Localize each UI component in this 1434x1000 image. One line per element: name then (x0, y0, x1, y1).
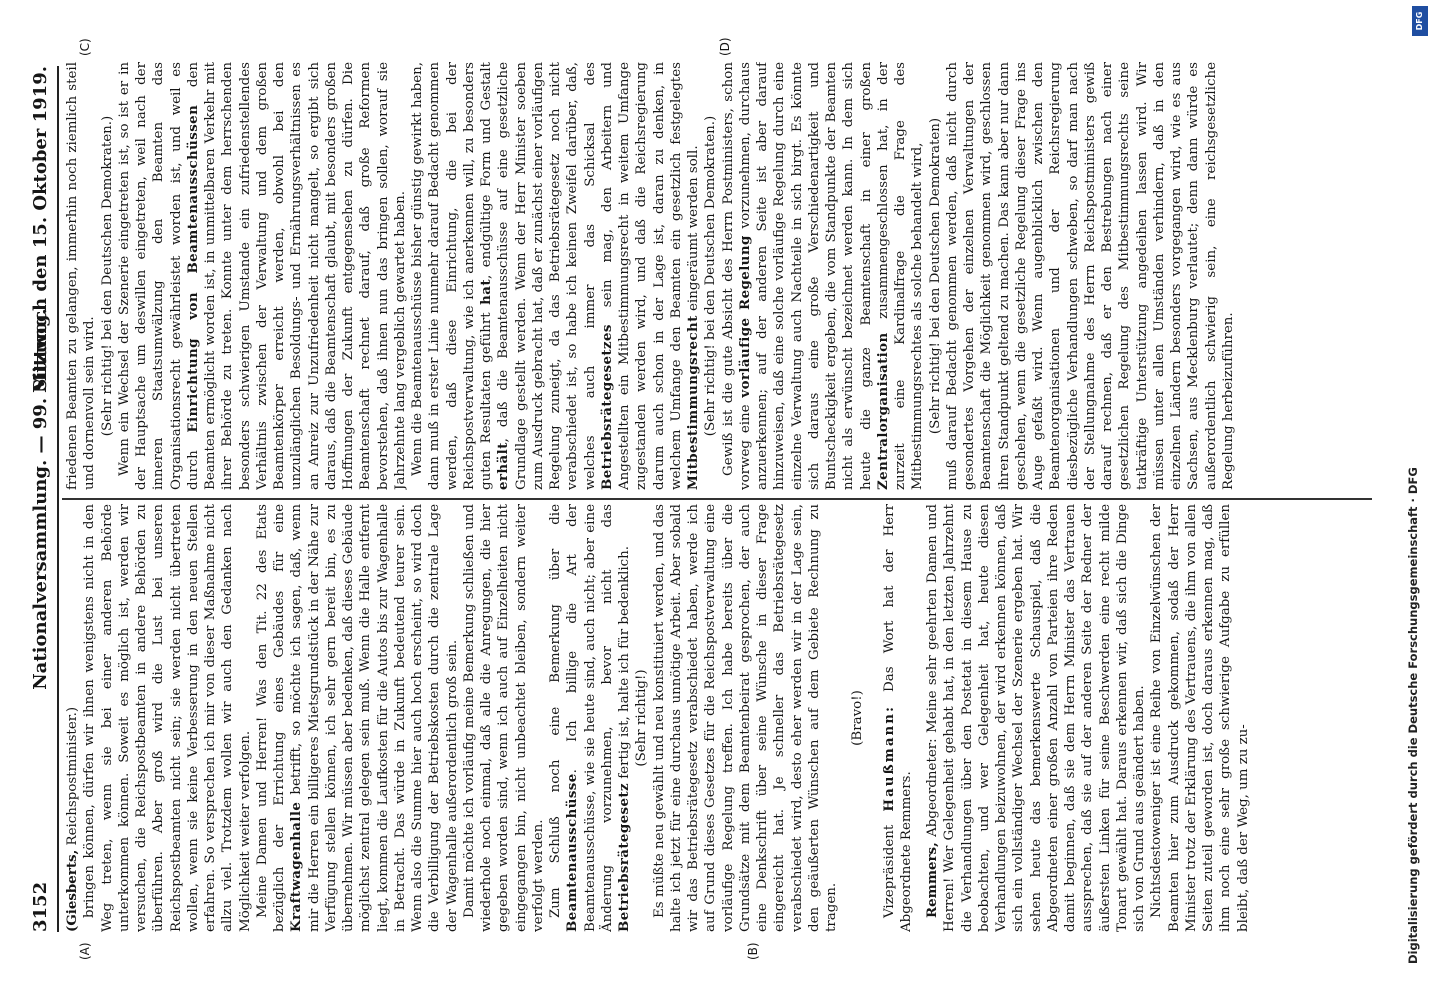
emphasis: Einrichtung von Beamtenausschüssen (184, 104, 201, 433)
paragraph: Wenn ein Wechsel der Szenerie eingetreten ist, so ist er in der Hauptsache um deswillen eingetreten, weil nach der inneren Staatsumwälzung den Beamten das Organisationsrecht gewährleistet worden ist, und weil es durch Einrichtung von Beamtenausschüssen den Beamten ermöglicht worden ist, in unmittelbaren Verkehr mit ihrer Behörde zu treten. Konnte unter dem herrschenden besonders schwierigen Umstande ein zufriedenstellendes Verhältnis zwischen der Verwaltung und dem großen Beamtenkörper erreicht werden, obwohl bei den unzulänglichen Besoldungs- und Ernährungsverhältnissen es an Anreiz zur Unzufriedenheit nicht mangelt, so ergibt sich daraus, daß die Beamtenschaft glaubt, mit besonders großen Hoffnungen der Zukunft entgegensehen zu dürfen. Die Beamtenschaft rechnet darauf, daß große Reformen bevorstehen, daß ihnen nun das bringen sollen, worauf sie Jahrzehnte lang vergeblich gewartet haben. (116, 62, 408, 490)
paragraph: Zum Schluß noch eine Bemerkung über die Beamtenausschüsse. Ich billige die Art der Beamtenausschüsse, wie sie heute sind, auch nicht; aber eine Änderung vorzunehmen, bevor nicht das Betriebsrätegesetz fertig ist, halte ich für bedenklich. (548, 504, 632, 932)
interjection: (Sehr richtig! bei den Deutschen Demokraten.) (99, 115, 115, 437)
emphasis: Betriebsrätegesetz (616, 783, 632, 932)
session-date: Mittwoch den 15. Oktober 1919. (30, 66, 51, 393)
speaker-name: (Giesberts, (64, 849, 80, 932)
page-number: 3152 (30, 881, 51, 932)
digitization-credit (1402, 4, 1424, 996)
paragraph: Meine Damen und Herren! Was den Tit. 22 des Etats bezüglich der Errichtung eines Gebäudes für eine Kraftwagenhalle betrifft, so möchte ich sagen, daß, wenn mir die Herren ein billigeres Mietsgrundstück in der Nähe zur Verfügung stellen können, ich sehr gern bereit bin, es zu übernehmen. Wir müssen aber bedenken, daß dieses Gebäude möglichst zentral gelegen sein muß. Wenn die Halle entfernt liegt, kommen die Laufkosten für die Autos bis zur Wagenhalle in Betracht. Das würde in Zukunft bedeutend teurer sein. Wenn also die Summe hier auch hoch erscheint, so wird doch die Verbilligung der Betriebskosten durch die zentrale Lage der Wagenhalle außerordentlich groß sein. (254, 504, 460, 932)
emphasis: Beamtenausschüsse (564, 773, 581, 932)
speaker-line (64, 504, 81, 932)
dfg-logo-icon: DFG (1412, 6, 1428, 36)
session-title: Nationalversammlung. — 99. Sitzung. (30, 308, 51, 690)
speaker-role: Reichspostminister.) (65, 706, 80, 850)
interjection: (Bravo!) (850, 690, 866, 746)
text-column-left (64, 504, 1369, 932)
paragraph: Es müßte neu gewählt und neu konstituiert werden, und das halte ich jetzt für eine durchaus unnötige Arbeit. Aber sobald wir das Betriebsrätegesetz verabschiedet haben, werde ich auf Grund dieses Gesetzes für die Reichspostverwaltung eine vorläufige Regelung treffen. Ich habe bereits über die Grundsätze mit dem Beamtenbeirat gesprochen, der auch eine Denkschrift über seine Wünsche in dieser Frage eingereicht hat. Je schneller das Betriebsrätegesetz verabschiedet wird, desto eher werden wir in der Lage sein, den geäußerten Wünschen auf dem Gebiete Rechnung zu tragen. (651, 504, 839, 932)
paragraph: Gewiß ist die gute Absicht des Herrn Postministers, schon vorweg eine vorläufige Regelung vorzunehmen, durchaus anzuerkennen; auf der anderen Seite ist aber darauf hinzuweisen, daß eine solche vorläufige Regelung durch eine einzelne Verwaltung auch Nachteile in sich birgt. Es könnte sich daraus eine große Verschiedenartigkeit und Buntscheckigkeit ergeben, die vom Standpunkte der Beamten nicht als erwünscht bezeichnet werden kann. In dem sich heute die ganze Beamtenschaft in einer großen Zentralorganisation zusammengeschlossen hat, in der zurzeit eine Kardinalfrage die Frage des Mitbestimmungsrechtes als solche behandelt wird, (720, 62, 926, 490)
paragraph: friedenen Beamten zu gelangen, immerhin noch ziemlich steil und dornenvoll sein wird. (65, 62, 98, 490)
interjection: (Sehr richtig!) (634, 669, 650, 767)
emphasis: erhält (495, 442, 512, 490)
paragraph: Wenn die Beamtenausschüsse bisher günstig gewirkt haben, dann muß in erster Linie nunmehr darauf Bedacht genommen werden, daß diese Einrichtung, die bei der Reichspostverwaltung, wie ich anerkennen will, zu besonders guten Resultaten geführt hat, endgültige Form und Gestalt erhält, daß die Beamtenausschüsse auf eine gesetzliche Grundlage gestellt werden. Wenn der Herr Minister soeben zum Ausdruck gebracht hat, daß er zunächst einer vorläufigen Regelung zuneigt, da das Betriebsrätegesetz noch nicht verabschiedet ist, so habe ich keinen Zweifel darüber, daß, welches auch immer das Schicksal des Betriebsrätegesetzes sein mag, den Arbeitern und Angestellten ein Mitbestimmungsrecht in weitem Umfange zugestanden werden wird, und daß die Reichsregierung darum auch schon in der Lage ist, daran zu denken, in welchem Umfange den Beamten ein gesetzlich festgelegtes Mitbestimmungsrecht eingeräumt werden soll. (410, 62, 701, 490)
emphasis: Zentralorganisation (874, 332, 891, 490)
paragraph: bringen können, dürfen wir ihnen wenigstens nicht in den Weg treten, wenn sie bei einer anderen Behörde unterkommen können. Soweit es möglich ist, werden wir versuchen, die Reichspostbeamten in andere Behörden zu überführen. Aber groß wird die Lust bei unseren Reichspostbeamten nicht sein; sie werden nicht übertreten wollen, wenn sie keine Verbesserung in den neuen Stellen erfahren. So versprechen ich mir von dieser Maßnahme nicht allzu viel. Trotzdem wollen wir auch den Gedanken nach Möglichkeit weiter verfolgen. (82, 504, 253, 932)
margin-letter-a: (A) (78, 942, 92, 960)
emphasis: hat (478, 279, 494, 305)
emphasis: vorläufige Regelung (736, 235, 753, 398)
credit-text: Digitalisierung gefördert durch die Deutsche Forschungsgemeinschaft · DFG (1406, 467, 1420, 964)
header-rule (57, 66, 59, 932)
margin-letter-c: (C) (78, 38, 92, 56)
margin-letter-b: (B) (746, 942, 760, 960)
emphasis: Kraftwagenhalle (288, 801, 305, 932)
emphasis: Mitbestimmungsrecht (685, 315, 701, 490)
margin-letter-d: (D) (718, 37, 732, 56)
paragraph: Nichtsdestoweniger ist eine Reihe von Einzelwünschen der Beamten hier zum Ausdruck gekommen, sodaß der Herr Minister trotz der Erklärung des Vertrauens, die ihm von allen Seiten zuteil geworden ist, doch daraus erkennen mag, daß ihm noch eine sehr große schwierige Aufgabe zu erfüllen bleibt, daß der Weg, um zu zu- (1149, 504, 1251, 932)
interjection: (Sehr richtig! bei den Deutschen Demokraten) (927, 117, 943, 435)
column-divider (62, 499, 1372, 501)
paragraph: Damit möchte ich vorläufig meine Bemerkung schließen und wiederhole noch einmal, daß alle die Anregungen, die hier gegeben worden sind, wenn ich auch auf Einzelheiten nicht eingegangen bin, nicht unbeachtet bleiben, sondern weiter verfolgt werden. (461, 504, 546, 932)
page-header (30, 66, 54, 932)
text-column-right (64, 62, 1369, 490)
interjection: (Sehr richtig! bei den Deutschen Demokraten.) (703, 115, 719, 437)
speaker-name: Remmers, (924, 842, 940, 918)
paragraph: Remmers, Abgeordneter: Meine sehr geehrten Damen und Herren! Wer Gelegenheit gehabt hat, in den letzten Jahrzehnt die Verhandlungen über den Postetat in diesem Hause zu beobachten, und wer Gelegenheit hat, heute diesen Verhandlungen beizuwohnen, der wird erkennen können, daß sich ein vollständiger Wechsel der Szenerie ergeben hat. Wir sehen heute das bemerkenswerte Schauspiel, daß die Abgeordneten einer großen Anzahl von Parteien ihre Reden damit beginnen, daß sie dem Herrn Minister das Vertrauen aussprechen, daß sie auf der anderen Seite der Redner der äußersten Linken für seine Beschwerden eine recht milde Tonart gewählt hat. Daraus erkennen wir, daß sich die Dinge sich von Grund aus geändert haben. (924, 504, 1147, 932)
speaker-name: Haußmann: (880, 705, 897, 812)
paragraph: muß darauf Bedacht genommen werden, daß nicht durch gesondertes Vorgehen der einzelnen Verwaltungen der Beamtenschaft die Möglichkeit genommen wird, geschlossen ihren Standpunkt geltend zu machen. Das kann aber nur dann geschehen, wenn die gesetzliche Regelung dieser Frage ins Auge gefaßt wird. Wenn augenblicklich zwischen den Beamtenorganisationen und der Reichsregierung diesbezügliche Verhandlungen schweben, so darf man nach der Stellungnahme des Herrn Reichspostministers gewiß darauf rechnen, daß er den Bestrebungen nach einer gesetzlichen Regelung des Mitbestimmungsrechts seine tatkräftige Unterstützung angedeihen lassen wird. Wir müssen unter allen Umständen verhindern, daß in den einzelnen Ländern besonders vorgegangen wird, wie es aus Sachsen, aus Mecklenburg verlautet; denn dann würde es außerordentlich schwierig sein, eine reichsgesetzliche Regelung herbeizuführen. (944, 62, 1236, 490)
emphasis: Betriebsrätegesetzes (598, 324, 615, 490)
paragraph: Vizepräsident Haußmann: Das Wort hat der Herr Abgeordnete Remmers. (880, 504, 914, 932)
